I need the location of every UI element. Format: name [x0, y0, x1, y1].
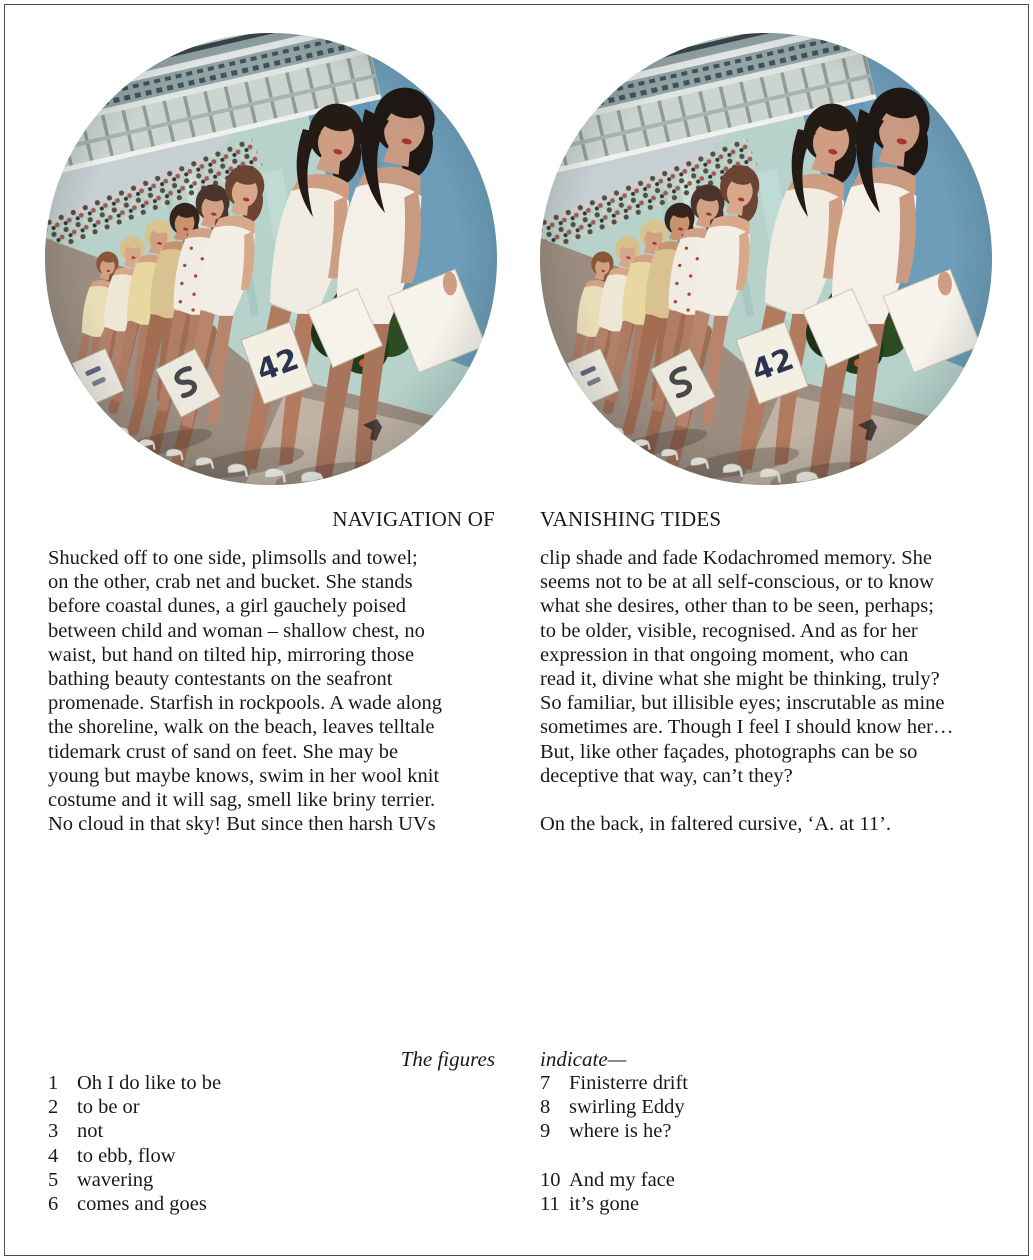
figure-item: [48, 1168, 495, 1192]
figure-number: 10: [540, 1168, 561, 1191]
prose-line: on the other, crab net and bucket. She stands: [48, 571, 413, 594]
paragraph-break: [540, 788, 987, 812]
prose-line: So familiar, but illisible eyes; inscrutable as mine: [540, 692, 945, 715]
figure-text: to be or: [77, 1096, 140, 1119]
prose-line: read it, divine what she might be thinking, truly?: [540, 667, 940, 690]
figures-list-right: [540, 1071, 987, 1216]
prose-line: between child and woman – shallow chest, no: [48, 619, 425, 642]
prose-line: waist, but hand on tilted hip, mirroring those: [48, 643, 415, 666]
prose-line: the shoreline, walk on the beach, leaves telltale: [48, 716, 435, 739]
prose-line: No cloud in that sky! But since then harsh UVs: [48, 813, 436, 836]
figure-text: to ebb, flow: [77, 1144, 176, 1167]
figure-text: wavering: [77, 1168, 154, 1191]
prose-line: clip shade and fade Kodachromed memory. She: [540, 547, 933, 569]
figure-item: [540, 1071, 987, 1095]
figures-caption-left: The figures: [400, 1047, 495, 1071]
figure-item: [48, 1144, 495, 1168]
figure-text: it’s gone: [569, 1192, 640, 1215]
prose-line: costume and it will sag, smell like briny terrier.: [48, 788, 436, 811]
stereo-photo-right: [540, 33, 992, 485]
figures-list-right-b: [540, 1168, 987, 1216]
figure-number: 5: [48, 1168, 59, 1191]
closing-line: On the back, in faltered cursive, ‘A. at 11’.: [540, 813, 892, 836]
title-right: VANISHING TIDES: [540, 507, 722, 531]
list-gap: [540, 1144, 987, 1168]
figure-item: [540, 1192, 987, 1216]
figure-number: 1: [48, 1072, 59, 1094]
figures-caption-right: indicate—: [540, 1047, 627, 1071]
figure-number: 2: [48, 1096, 59, 1119]
figure-item: [48, 1119, 495, 1143]
figure-text: comes and goes: [77, 1192, 207, 1215]
prose-line: sometimes are. Though I feel I should know her…: [540, 716, 954, 739]
figure-number: 8: [540, 1096, 551, 1119]
prose-line: what she desires, other than to be seen, perhaps;: [540, 595, 934, 618]
figure-text: Oh I do like to be: [77, 1072, 222, 1094]
figure-number: 4: [48, 1144, 59, 1167]
stereo-photo-left: [45, 33, 497, 485]
figure-text: not: [77, 1120, 104, 1143]
figures-list-left: [48, 1071, 495, 1216]
prose-line: promenade. Starfish in rockpools. A wade along: [48, 692, 442, 715]
figure-text: swirling Eddy: [569, 1096, 685, 1119]
title-left: NAVIGATION OF: [332, 507, 495, 531]
prose-line: deceptive that way, can’t they?: [540, 764, 793, 787]
prose-line: tidemark crust of sand on feet. She may be: [48, 740, 399, 763]
prose-line: young but maybe knows, swim in her wool knit: [48, 764, 440, 787]
figure-number: 9: [540, 1120, 551, 1143]
figure-number: 11: [540, 1192, 560, 1215]
prose-line: But, like other façades, photographs can be so: [540, 740, 918, 763]
figure-text: Finisterre drift: [569, 1072, 688, 1094]
prose-line: before coastal dunes, a girl gauchely poised: [48, 595, 407, 618]
figure-text: where is he?: [569, 1120, 672, 1143]
figure-item: [540, 1095, 987, 1119]
prose-right-lines: [540, 546, 987, 788]
prose-line: seems not to be at all self-conscious, or to know: [540, 571, 934, 594]
figure-item: [48, 1071, 495, 1095]
figure-item: [48, 1192, 495, 1216]
prose-right: [540, 546, 987, 836]
figure-text: And my face: [569, 1168, 675, 1191]
figure-item: [540, 1119, 987, 1143]
figure-item: [540, 1168, 987, 1192]
prose-line: expression in that ongoing moment, who can: [540, 643, 909, 666]
figure-number: 3: [48, 1120, 59, 1143]
prose-line: bathing beauty contestants on the seafront: [48, 667, 393, 690]
figure-item: [48, 1095, 495, 1119]
figures-list-right-a: [540, 1071, 987, 1144]
prose-line: to be older, visible, recognised. And as for her: [540, 619, 918, 642]
figure-number: 7: [540, 1072, 551, 1094]
figure-number: 6: [48, 1192, 59, 1215]
prose-left: [48, 546, 495, 836]
prose-line: Shucked off to one side, plimsolls and towel;: [48, 547, 418, 569]
